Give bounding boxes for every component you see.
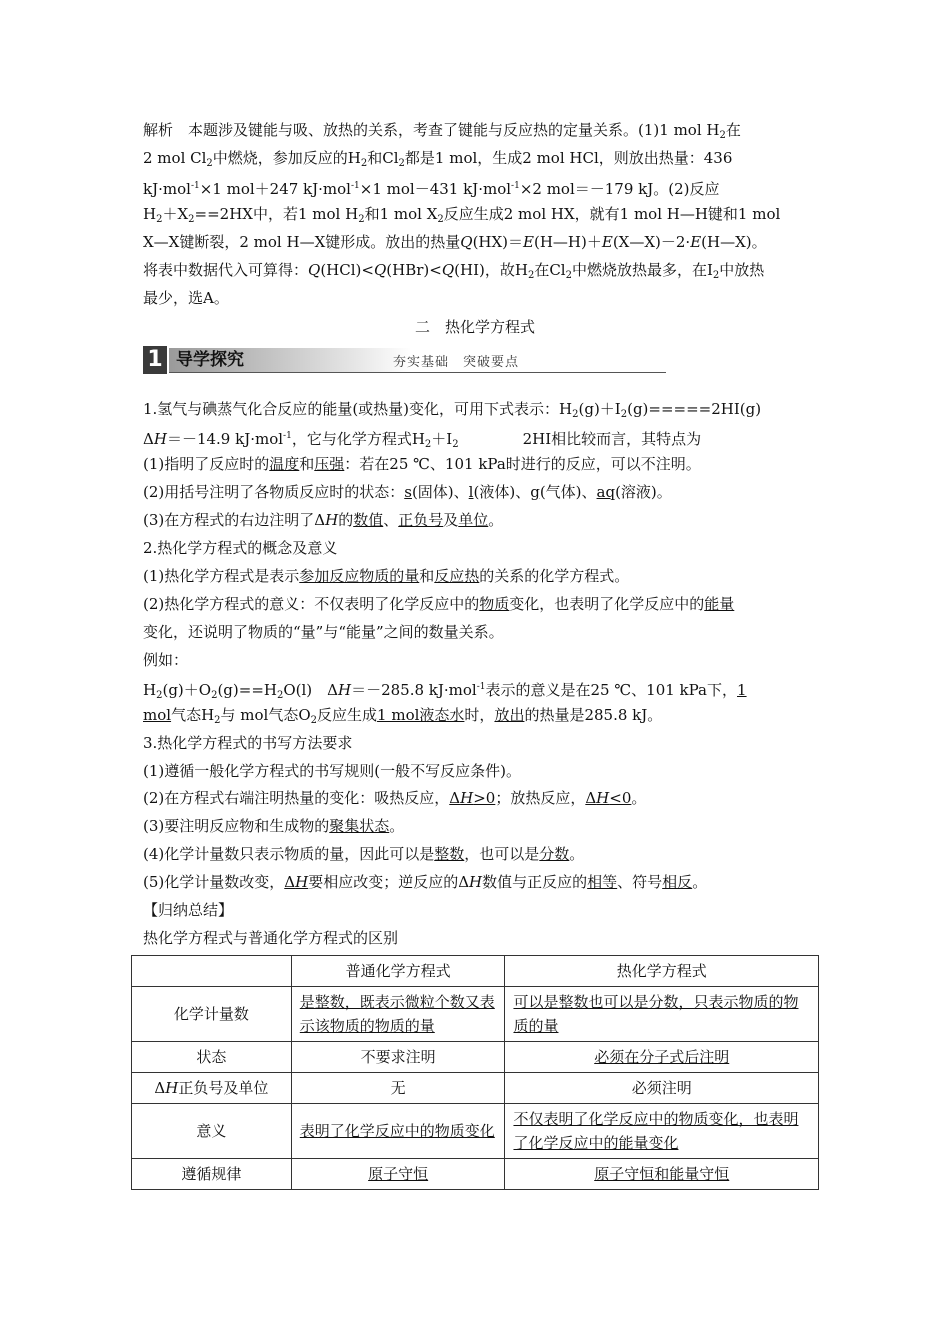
p2-line-5: 例如： bbox=[143, 651, 189, 669]
table-cell: 意义 bbox=[132, 1104, 292, 1159]
table-row bbox=[132, 1042, 819, 1073]
banner-rule bbox=[169, 372, 666, 373]
p3-line-4: (3)要注明反应物和生成物的聚集状态。 bbox=[143, 817, 405, 835]
table-cell: 表明了化学反应中的物质变化 bbox=[291, 1104, 505, 1159]
table-cell: 不要求注明 bbox=[291, 1042, 505, 1073]
p1-line-1: 1.氢气与碘蒸气化合反应的能量(或热量)变化，可用下式表示：$H_2(g)+I_2(g)=====2HI(g)$ bbox=[143, 400, 762, 420]
analysis-line-1: 解析 本题涉及键能与吸、放热的关系，考查了键能与反应热的定量关系。(1)1 mol $H_2$在 bbox=[143, 121, 741, 141]
table-cell: 不仅表明了化学反应中的物质变化，也表明了化学反应中的能量变化 bbox=[505, 1104, 819, 1159]
p3-line-6: (5)化学计量数改变，ΔH要相应改变；逆反应的ΔH数值与正反应的相等、符号相反。 bbox=[143, 873, 708, 891]
table-cell: 必须在分子式后注明 bbox=[505, 1042, 819, 1073]
p2-line-6: $H_2(g)+O_2(g)==H_2O(l)$ ΔH＝－285.8 kJ·mol$^{-1}$表示的意义是在25 ℃、101 kPa下，1 bbox=[143, 681, 747, 701]
p2-line-1: 2.热化学方程式的概念及意义 bbox=[143, 539, 338, 557]
table-cell: 可以是整数也可以是分数，只表示物质的物质的量 bbox=[505, 987, 819, 1042]
table-row bbox=[132, 1159, 819, 1190]
table-cell: 原子守恒和能量守恒 bbox=[505, 1159, 819, 1190]
p2-line-2: (1)热化学方程式是表示参加反应物质的量和反应热的关系的化学方程式。 bbox=[143, 567, 630, 585]
analysis-line-6: 将表中数据代入可算得：Q(HCl)<Q(HBr)<Q(HI)，故$H_2$在$Cl_2$中燃烧放热最多，在$I_2$中放热 bbox=[143, 261, 765, 281]
table-row bbox=[132, 1073, 819, 1104]
summary-label: 【归纳总结】 bbox=[143, 901, 234, 919]
p2-line-7: mol气态$H_2$与 mol气态$O_2$反应生成1 mol液态水时，放出的热量是285.8 kJ。 bbox=[143, 706, 663, 726]
analysis-line-2: 2 mol $Cl_2$中燃烧，参加反应的$H_2$和$Cl_2$都是1 mol，生成2 mol HCl，则放出热量：436 bbox=[143, 149, 733, 169]
section-banner bbox=[143, 346, 523, 374]
p1-line-4: (2)用括号注明了各物质反应时的状态：s(固体)、l(液体)、g(气体)、aq(溶液)。 bbox=[143, 483, 672, 501]
banner-sub-label: 夯实基础 突破要点 bbox=[393, 355, 520, 370]
table-cell: ΔH正负号及单位 bbox=[132, 1073, 292, 1104]
p1-line-2: ΔH＝－14.9 kJ·mol$^{-1}$，它与化学方程式$H_2+I_2$ 2HI相比较而言，其特点为 bbox=[143, 430, 702, 450]
banner-number: 1 bbox=[143, 346, 167, 374]
table-row bbox=[132, 956, 819, 987]
table-cell: 必须注明 bbox=[505, 1073, 819, 1104]
p2-line-3: (2)热化学方程式的意义：不仅表明了化学反应中的物质变化，也表明了化学反应中的能量 bbox=[143, 595, 735, 613]
section-title: 二 热化学方程式 bbox=[414, 318, 535, 336]
table-row bbox=[132, 1104, 819, 1159]
table-header-cell bbox=[132, 956, 292, 987]
table-cell: 是整数，既表示微粒个数又表示该物质的物质的量 bbox=[291, 987, 505, 1042]
table-header-cell: 普通化学方程式 bbox=[291, 956, 505, 987]
p3-line-1: 3.热化学方程式的书写方法要求 bbox=[143, 734, 353, 752]
p1-line-3: (1)指明了反应时的温度和压强：若在25 ℃、101 kPa时进行的反应，可以不注明。 bbox=[143, 455, 701, 473]
table-cell: 遵循规律 bbox=[132, 1159, 292, 1190]
p2-line-4: 变化，还说明了物质的“量”与“能量”之间的数量关系。 bbox=[143, 623, 504, 641]
analysis-line-7: 最少，选A。 bbox=[143, 289, 229, 307]
table-header-cell: 热化学方程式 bbox=[505, 956, 819, 987]
table-cell: 状态 bbox=[132, 1042, 292, 1073]
p1-line-5: (3)在方程式的右边注明了ΔH的数值、正负号及单位。 bbox=[143, 511, 504, 529]
comparison-table bbox=[131, 955, 819, 1190]
table-cell: 化学计量数 bbox=[132, 987, 292, 1042]
banner-label: 导学探究 bbox=[176, 350, 244, 370]
analysis-line-4: $H_2+X_2==2HX$中，若1 mol $H_2$和1 mol $X_2$反应生成2 mol HX，就有1 mol H—H键和1 mol bbox=[143, 205, 781, 225]
p3-line-5: (4)化学计量数只表示物质的量，因此可以是整数，也可以是分数。 bbox=[143, 845, 585, 863]
analysis-line-3: kJ·mol$^{-1}$×1 mol＋247 kJ·mol$^{-1}$×1 mol－431 kJ·mol$^{-1}$×2 mol＝－179 kJ。(2)反应 bbox=[143, 180, 720, 198]
analysis-line-5: X—X键断裂，2 mol H—X键形成。放出的热量Q(HX)＝E(H—H)＋E(X—X)－2·E(H—X)。 bbox=[143, 233, 767, 251]
p3-line-2: (1)遵循一般化学方程式的书写规则(一般不写反应条件)。 bbox=[143, 762, 521, 780]
table-caption: 热化学方程式与普通化学方程式的区别 bbox=[143, 929, 399, 947]
table-cell: 原子守恒 bbox=[291, 1159, 505, 1190]
table-row bbox=[132, 987, 819, 1042]
p3-line-3: (2)在方程式右端注明热量的变化：吸热反应，ΔH>0；放热反应，ΔH<0。 bbox=[143, 789, 647, 807]
table-cell: 无 bbox=[291, 1073, 505, 1104]
